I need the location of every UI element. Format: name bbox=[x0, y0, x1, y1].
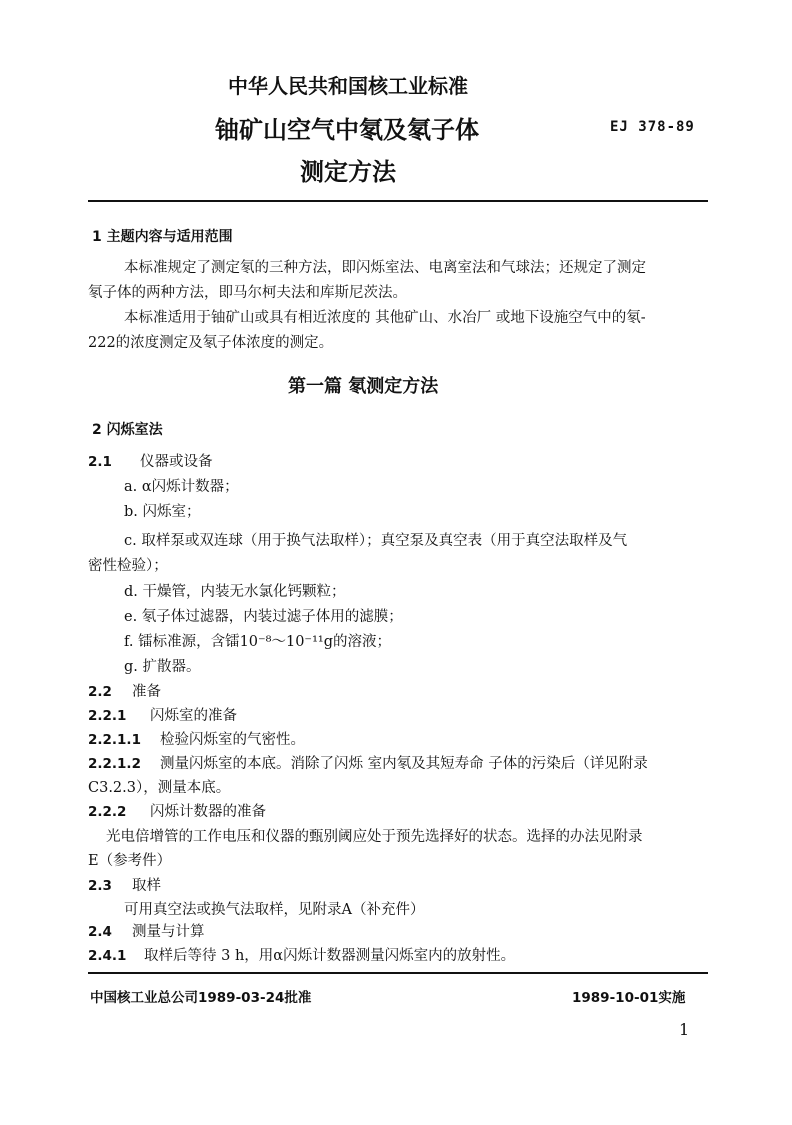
section-2-3-body: 可用真空法或换气法取样，见附录A（补充件） bbox=[124, 902, 425, 918]
section-text: 取样 bbox=[132, 878, 161, 894]
issuing-body: 中华人民共和国核工业标准 bbox=[228, 74, 468, 98]
section-2-2-1-2 bbox=[88, 753, 648, 775]
section-2-2-1-1 bbox=[88, 729, 305, 751]
section-text: 测量闪烁室的本底。消除了闪烁 室内氡及其短寿命 子体的污染后（详见附录 bbox=[160, 756, 648, 772]
section-2-1 bbox=[88, 451, 213, 473]
equipment-item-c: c. 取样泵或双连球（用于换气法取样）；真空泵及真空表（用于真空法取样及气 bbox=[124, 533, 628, 549]
section-text: 仪器或设备 bbox=[140, 454, 213, 470]
section-number: 2.1 bbox=[88, 454, 112, 470]
section-1-para1-line2: 氡子体的两种方法，即马尔柯夫法和库斯尼茨法。 bbox=[88, 285, 407, 301]
equipment-item-f: f. 镭标准源，含镭10⁻⁸～10⁻¹¹g的溶液； bbox=[124, 634, 391, 650]
section-1-para2-line2: 222的浓度测定及氡子体浓度的测定。 bbox=[88, 335, 334, 351]
document-title-line2: 测定方法 bbox=[300, 158, 396, 186]
section-number: 2.3 bbox=[88, 878, 112, 894]
section-number: 2.2.2 bbox=[88, 804, 127, 820]
section-number: 2.2.1 bbox=[88, 708, 127, 724]
equipment-item-a: a. α闪烁计数器； bbox=[124, 479, 239, 495]
footer-divider bbox=[88, 972, 708, 974]
document-title-line1: 铀矿山空气中氡及氡子体 bbox=[215, 116, 479, 144]
equipment-item-b: b. 闪烁室； bbox=[124, 504, 201, 520]
section-2-4-1 bbox=[88, 945, 515, 967]
section-2-2 bbox=[88, 681, 161, 703]
equipment-item-e: e. 氡子体过滤器，内装过滤子体用的滤膜； bbox=[124, 609, 403, 625]
section-2-2-2-body-line2: E（参考件） bbox=[88, 853, 172, 869]
section-2-4 bbox=[88, 921, 205, 943]
section-text: 闪烁室的准备 bbox=[150, 708, 237, 724]
section-2-3 bbox=[88, 875, 161, 897]
section-1-para1-line1: 本标准规定了测定氡的三种方法，即闪烁室法、电离室法和气球法；还规定了测定 bbox=[124, 260, 646, 276]
section-number: 2.4 bbox=[88, 924, 112, 940]
section-number: 2.2.1.1 bbox=[88, 732, 141, 748]
equipment-item-c-cont: 密性检验）； bbox=[88, 558, 168, 574]
section-text: 取样后等待 3 h，用α闪烁计数器测量闪烁室内的放射性。 bbox=[144, 948, 516, 964]
equipment-item-g: g. 扩散器。 bbox=[124, 659, 201, 675]
page-number: 1 bbox=[679, 1020, 690, 1039]
section-1-heading: 1 主题内容与适用范围 bbox=[92, 229, 233, 245]
section-2-2-1 bbox=[88, 705, 237, 727]
section-text: 检验闪烁室的气密性。 bbox=[160, 732, 305, 748]
equipment-item-d: d. 干燥管，内装无水氯化钙颗粒； bbox=[124, 584, 346, 600]
section-2-heading: 2 闪烁室法 bbox=[92, 422, 163, 438]
section-2-2-2 bbox=[88, 801, 266, 823]
effective-date: 1989-10-01实施 bbox=[572, 990, 686, 1006]
standard-code: EJ 378-89 bbox=[610, 119, 695, 135]
section-text: 闪烁计数器的准备 bbox=[150, 804, 266, 820]
section-1-para2-line1: 本标准适用于铀矿山或具有相近浓度的 其他矿山、水冶厂 或地下设施空气中的氡- bbox=[124, 310, 646, 326]
section-2-2-1-2-cont: C3.2.3），测量本底。 bbox=[88, 780, 231, 796]
approval-date: 中国核工业总公司1989-03-24批准 bbox=[90, 990, 312, 1006]
section-text: 准备 bbox=[132, 684, 161, 700]
part-title: 第一篇 氡测定方法 bbox=[288, 376, 439, 397]
section-number: 2.2.1.2 bbox=[88, 756, 141, 772]
section-number: 2.2 bbox=[88, 684, 112, 700]
section-number: 2.4.1 bbox=[88, 948, 127, 964]
section-text: 测量与计算 bbox=[132, 924, 205, 940]
section-2-2-2-body-line1: 光电倍增管的工作电压和仪器的甄别阈应处于预先选择好的状态。选择的办法见附录 bbox=[106, 829, 643, 845]
header-divider bbox=[88, 200, 708, 202]
